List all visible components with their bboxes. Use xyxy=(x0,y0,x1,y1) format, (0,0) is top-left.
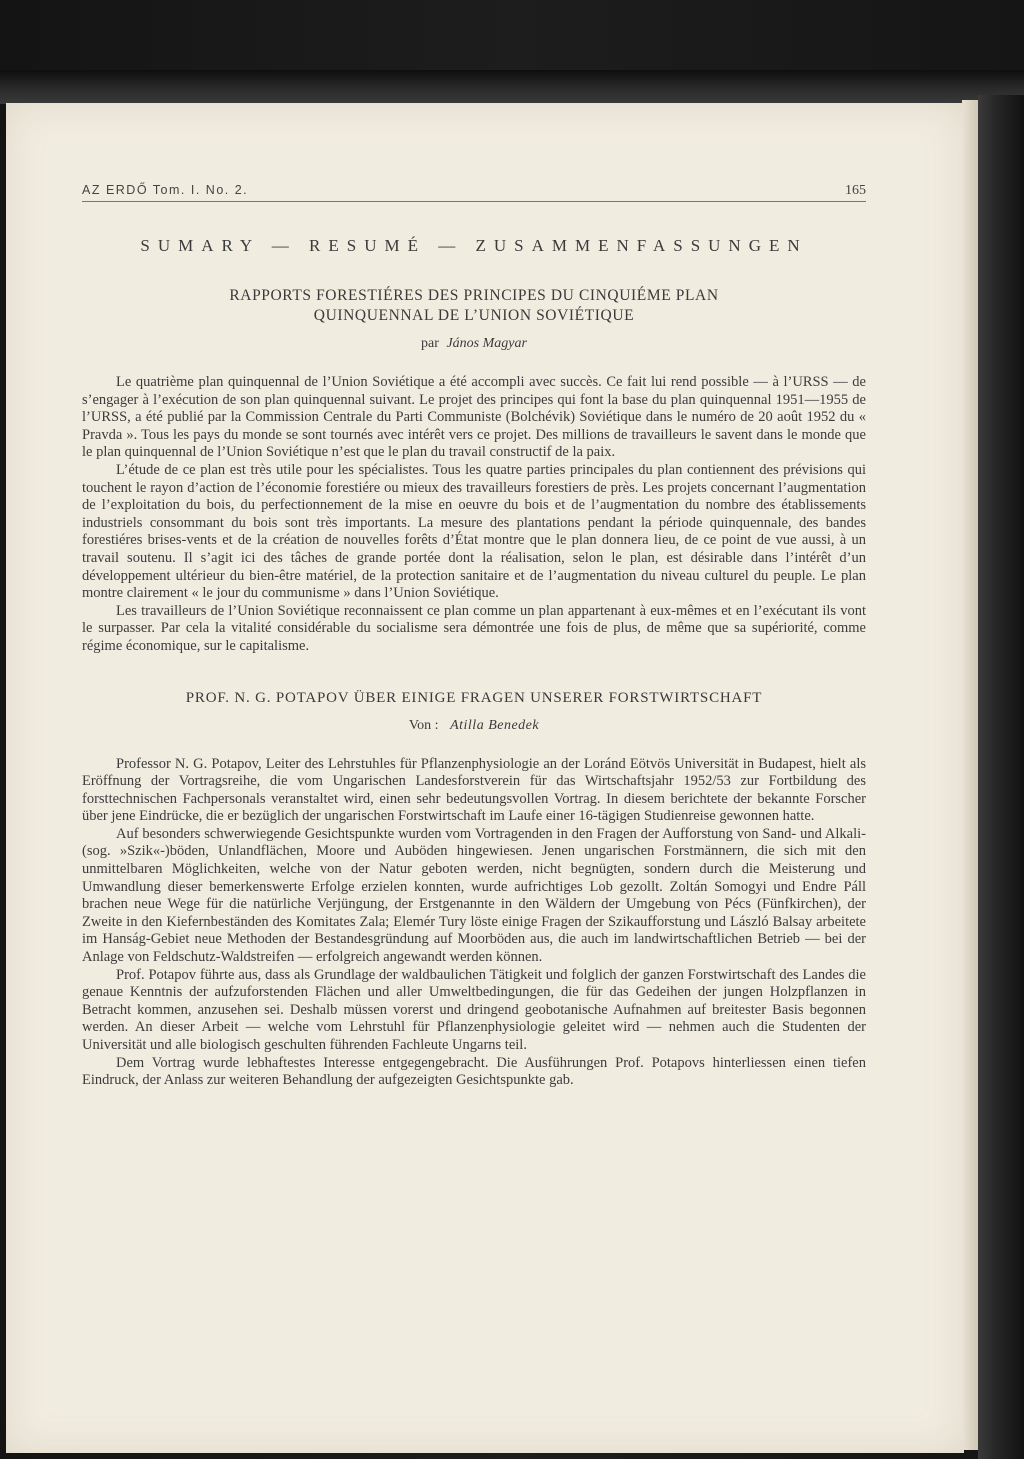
author-name: János Magyar xyxy=(446,336,527,351)
article-body-de xyxy=(82,756,866,1090)
journal-reference: AZ ERDŐ Tom. I. No. 2. xyxy=(82,183,249,197)
page-content xyxy=(82,183,866,1090)
book-top-edge xyxy=(0,70,1024,104)
byline-de xyxy=(82,718,866,734)
byline-prefix: par xyxy=(421,336,439,351)
paragraph: Prof. Potapov führte aus, dass als Grundlage der waldbaulichen Tätigkeit und folglich der ganzen Forstwirtschaft des Landes die genaue Kenntnis der aufzuforstenden Flächen und aller Umweltbedingungen, die für das Gedeihen der jungen Holzpflanzen in Betracht kommen, anzusehen sei. Deshalb müssen vorerst und dringend geobotanische Aufnahmen auf breitester Basis begonnen werden. An dieser Arbeit — welche vom Lehrstuhl für Pflanzenphysiologie geleitet wird — nehmen auch die Studenten der Universität und alle biologisch geschulten führenden Fachleute Ungarns teil. xyxy=(82,966,866,1053)
page-stack-edge xyxy=(962,100,978,1450)
article-title-fr-line2: QUINQUENNAL DE L’UNION SOVIÉTIQUE xyxy=(313,307,635,324)
byline-fr xyxy=(82,336,866,352)
author-name: Atilla Benedek xyxy=(450,717,540,733)
article-body-fr xyxy=(82,374,866,656)
byline-prefix: Von : xyxy=(408,717,439,733)
page-number: 165 xyxy=(845,183,866,198)
paragraph: L’étude de ce plan est très utile pour les spécialistes. Tous les quatre parties principales du plan contiennent des prévisions qui touchent le rayon d’action de l’économie forestiére ou mieux des travailleurs forestiers de près. Les projets concernant l’augmentation de l’exploitation du bois, du perfectionnement de la mise en oeuvre du bois et de l’augmentation du nombre des établissements industriels consommant du bois sont très importants. La mesure des plantations pendant la période quinquennale, des bandes forestiéres brises-vents et de la création de nouvelles forêts d’État montre que le plan donnera lieu, de ce point de vue aussi, à un travail soutenu. Il s’agit ici des tâches de grande portée dont la réalisation, selon le plan, est désirable dans l’intérêt d’un développement ultérieur du bien-être matériel, de la protection sanitaire et de l’augmentation du niveau culturel du peuple. Le plan montre clairement « le jour du communisme » dans l’Union Soviétique. xyxy=(82,461,866,602)
summary-title: SUMARY — RESUMÉ — ZUSAMMENFASSUNGEN xyxy=(140,236,808,255)
document-page xyxy=(6,103,964,1453)
article-title-fr-line1: RAPPORTS FORESTIÉRES DES PRINCIPES DU CINQUIÉME PLAN xyxy=(229,287,719,304)
running-head xyxy=(82,183,866,202)
paragraph: Dem Vortrag wurde lebhaftestes Interesse entgegengebracht. Die Ausführungen Prof. Potapovs hinterliessen einen tiefen Eindruck, der Anlass zur weiteren Behandlung der aufgezeigten Gesichtspunkte gab. xyxy=(82,1054,866,1089)
article-title-de: PROF. N. G. POTAPOV ÜBER EINIGE FRAGEN UNSERER FORSTWIRTSCHAFT xyxy=(185,689,763,706)
paragraph: Auf besonders schwerwiegende Gesichtspunkte wurden vom Vortragenden in den Fragen der Aufforstung von Sand- und Alkali- (sog. »Szik«-)böden, Unlandflächen, Moore und Auböden hingewiesen. Jenen ungarischen Forstmännern, die sich mit den unmittelbaren Möglichkeiten, welche von der Natur geboten werden, nicht begnügten, sondern durch die Meisterung und Umwandlung dieser bemerkenswerte Erfolge erzielen konnten, wurde aufrichtiges Lob gezollt. Zoltán Somogyi und Endre Páll brachen neue Wege für die natürliche Verjüngung, der Erstgenannte in den Wäldern der Umgebung von Pécs (Fünfkirchen), der Zweite in den Kiefernbeständen des Komitates Zala; Elemér Tury löste einige Fragen der Szikaufforstung und László Balsay arbeitete im Hanság-Gebiet neue Methoden der Bestandesgründung auf Moorböden aus, die auch im landwirtschaftlichen Betrieb — bei der Anlage von Feldschutz-Waldstreifen — erfolgreich angewandt werden können. xyxy=(82,825,866,966)
article-title-fr xyxy=(82,286,866,326)
paragraph: Professor N. G. Potapov, Leiter des Lehrstuhles für Pflanzenphysiologie an der Loránd Eötvös Universität in Budapest, hielt als Eröffnung der Vortragsreihe, die vom Ungarischen Landesforstverein für das Wirtschaftsjahr 1952/53 zur Fortbildung des forsttechnischen Fachpersonals veranstaltet wird, einen sehr bedeutungsvollen Vortrag. In diesem berichtete der bekannte Forscher über jene Eindrücke, die er bezüglich der ungarischen Forstwirtschaft im Laufe einer 16-tägigen Studienreise gewonnen hatte. xyxy=(82,755,866,825)
paragraph: Les travailleurs de l’Union Soviétique reconnaissent ce plan comme un plan appartenant à eux-mêmes et en l’exécutant ils vont le surpasser. Par cela la vitalité considérable du socialisme sera démontrée une fois de plus, de même que sa supériorité, comme régime économique, sur le capitalisme. xyxy=(82,602,866,654)
paragraph: Le quatrième plan quinquennal de l’Union Soviétique a été accompli avec succès. Ce fait lui rend possible — à l’URSS — de s’engager à l’exécution de son plan quinquennal suivant. Le projet des principes qui font la base du plan quinquennal 1951—1955 de l’URSS, a été publié par la Commission Centrale du Parti Communiste (Bolchévik) Soviétique dans le numéro de 20 août 1952 du « Pravda ». Tous les pays du monde se sont tournés avec intérêt vers ce projet. Des millions de travailleurs le savent dans le monde que le plan quinquennal de l’Union Soviétique n’est que le plan du travail constructif de la paix. xyxy=(82,374,866,461)
book-spine xyxy=(978,95,1024,1459)
